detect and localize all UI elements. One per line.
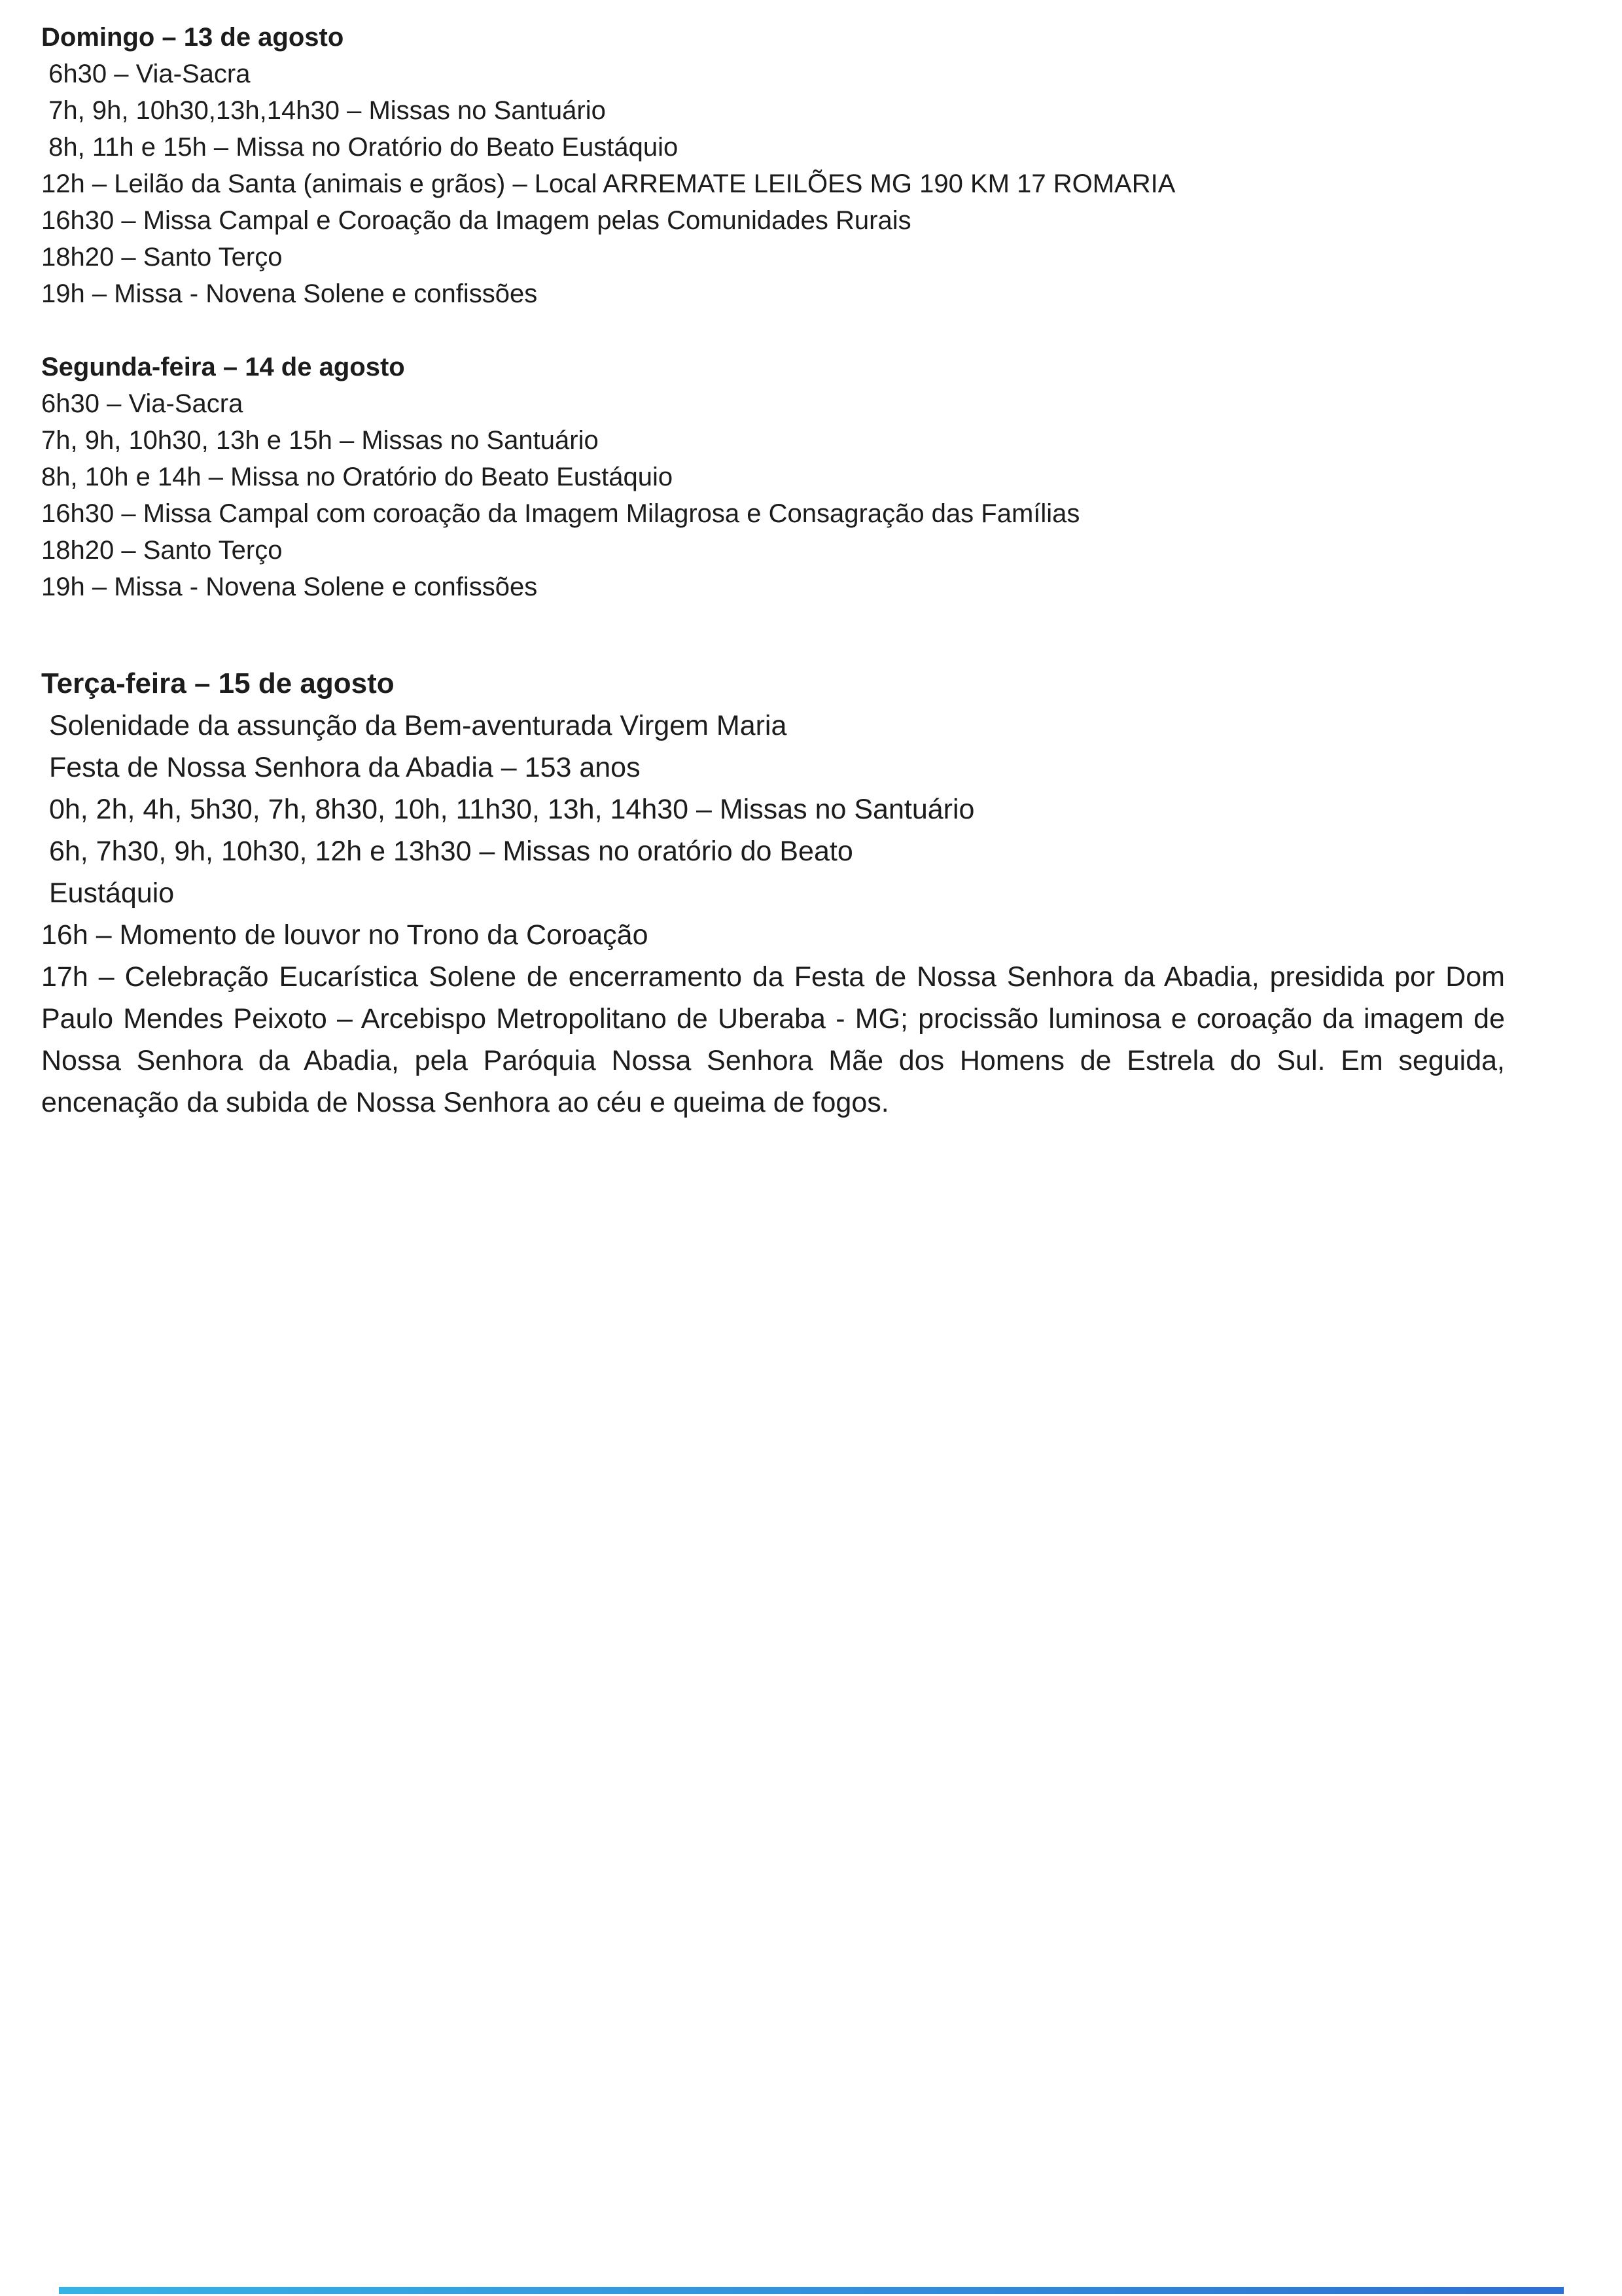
schedule-line: 6h30 – Via-Sacra	[41, 389, 243, 418]
schedule-line: 18h20 – Santo Terço	[41, 536, 283, 565]
schedule-line: 6h, 7h30, 9h, 10h30, 12h e 13h30 – Missas no oratório do Beato	[41, 836, 853, 867]
schedule-document	[41, 19, 1579, 1123]
schedule-line: 19h – Missa - Novena Solene e confissões	[41, 573, 538, 601]
schedule-line: Eustáquio	[41, 877, 175, 909]
schedule-line: Solenidade da assunção da Bem-aventurada Virgem Maria	[41, 710, 787, 741]
schedule-line: 16h – Momento de louvor no Trono da Coroação	[41, 919, 648, 951]
section-heading: Terça-feira – 15 de agosto	[41, 667, 395, 699]
schedule-line: 16h30 – Missa Campal e Coroação da Imagem pelas Comunidades Rurais	[41, 206, 911, 235]
schedule-line: 16h30 – Missa Campal com coroação da Imagem Milagrosa e Consagração das Famílias	[41, 499, 1080, 528]
schedule-line: 7h, 9h, 10h30, 13h e 15h – Missas no Santuário	[41, 426, 599, 455]
section-heading: Domingo – 13 de agosto	[41, 23, 344, 52]
schedule-line: 8h, 10h e 14h – Missa no Oratório do Beato Eustáquio	[41, 463, 673, 491]
schedule-line: 7h, 9h, 10h30,13h,14h30 – Missas no Santuário	[41, 96, 606, 125]
schedule-line: 8h, 11h e 15h – Missa no Oratório do Beato Eustáquio	[41, 133, 679, 162]
closing-paragraph: 17h – Celebração Eucarística Solene de encerramento da Festa de Nossa Senhora da Abadia, presidida por Dom Paulo Mendes Peixoto – Arcebispo Metropolitano de Uberaba - MG; procissão luminosa e coroação da imagem de Nossa Senhora da Abadia, pela Paróquia Nossa Senhora Mãe dos Homens de Estrela do Sul. Em seguida, encenação da subida de Nossa Senhora ao céu e queima de fogos.	[41, 961, 1505, 1118]
section-domingo-13-agosto	[41, 19, 1579, 312]
schedule-line: 12h – Leilão da Santa (animais e grãos) – Local ARREMATE LEILÕES MG 190 KM 17 ROMARIA	[41, 169, 1176, 198]
section-heading: Segunda-feira – 14 de agosto	[41, 353, 405, 381]
schedule-line: 19h – Missa - Novena Solene e confissões	[41, 279, 538, 308]
schedule-line: Festa de Nossa Senhora da Abadia – 153 anos	[41, 752, 641, 783]
schedule-line: 6h30 – Via-Sacra	[41, 60, 251, 88]
schedule-line: 0h, 2h, 4h, 5h30, 7h, 8h30, 10h, 11h30, 13h, 14h30 – Missas no Santuário	[41, 794, 975, 825]
section-segunda-14-agosto	[41, 349, 1579, 605]
bottom-divider-bar	[59, 2287, 1564, 2294]
schedule-line: 18h20 – Santo Terço	[41, 243, 283, 272]
section-terca-15-agosto	[41, 663, 1579, 1123]
